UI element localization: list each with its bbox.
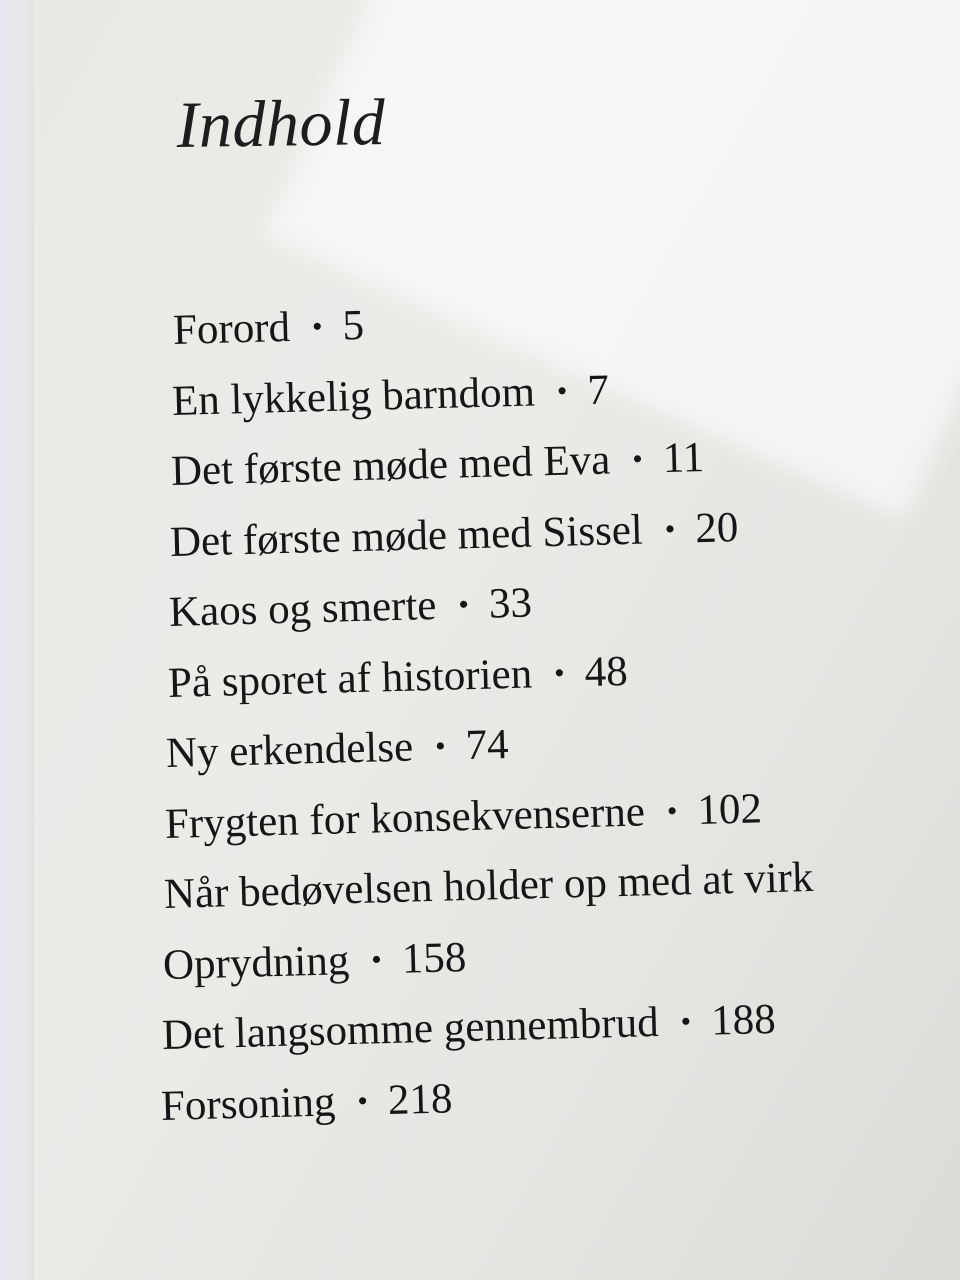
toc-entry-eva — [170, 433, 704, 496]
toc-entry-separator: • — [370, 942, 383, 977]
toc-entry-page: 102 — [697, 784, 763, 834]
toc-entry-forsoning — [160, 1074, 453, 1131]
toc-entry-page: 33 — [487, 579, 533, 628]
toc-entry-page: 5 — [341, 302, 365, 350]
toc-entry-page: 20 — [694, 503, 739, 552]
toc-entry-separator: • — [664, 512, 676, 546]
toc-entry-separator: • — [680, 1005, 692, 1039]
toc-entry-separator: • — [311, 310, 323, 344]
toc-entry-historien — [167, 646, 628, 707]
toc-entry-label: Oprydning — [162, 936, 350, 989]
toc-entry-label: Det langsomme gennembrud — [161, 999, 660, 1059]
toc-entry-page: 188 — [710, 995, 777, 1045]
toc-entry-separator: • — [435, 729, 447, 763]
toc-entry-sissel — [169, 503, 739, 567]
page-title: Indhold — [176, 86, 386, 162]
toc-entry-page: 11 — [661, 434, 705, 483]
toc-entry-oprydning — [162, 933, 467, 990]
toc-entry-label: Frygten for konsekvenserne — [164, 787, 646, 848]
toc-entry-label: Ny erkendelse — [165, 723, 415, 777]
toc-entry-page: 158 — [401, 933, 467, 983]
toc-entry-label: Forord — [172, 303, 291, 354]
toc-entry-bedoevelsen — [164, 853, 815, 919]
toc-entry-page: 48 — [583, 647, 628, 696]
toc-entry-separator: • — [556, 374, 568, 408]
toc-entry-separator: • — [666, 794, 679, 828]
toc-entry-label: Det første møde med Sissel — [169, 506, 644, 566]
toc-entry-separator: • — [457, 588, 469, 622]
toc-entry-separator: • — [356, 1084, 369, 1118]
toc-entry-erkendelse — [166, 720, 510, 778]
toc-entry-separator: • — [631, 442, 643, 476]
toc-entry-separator: • — [553, 656, 565, 690]
toc-entry-page: 7 — [586, 366, 610, 414]
toc-entry-label: Når bedøvelsen holder op med at virk — [163, 854, 815, 918]
toc-entry-frygten — [165, 784, 763, 849]
toc-entry-label: En lykkelig barndom — [171, 368, 536, 425]
toc-entry-page: 218 — [387, 1074, 453, 1124]
toc-entry-gennembrud — [161, 995, 776, 1060]
page-edge — [0, 0, 34, 1280]
toc-entry-label: Forsoning — [160, 1077, 336, 1130]
toc-entry-label: På sporet af historien — [166, 649, 533, 707]
toc-entry-barndom — [171, 365, 609, 425]
toc-entry-kaos — [168, 579, 532, 637]
toc-entry-page: 74 — [465, 721, 510, 770]
toc-entry-label: Kaos og smerte — [167, 582, 437, 636]
toc-entry-label: Det første møde med Eva — [170, 436, 611, 495]
toc-entry-forord — [172, 301, 364, 355]
